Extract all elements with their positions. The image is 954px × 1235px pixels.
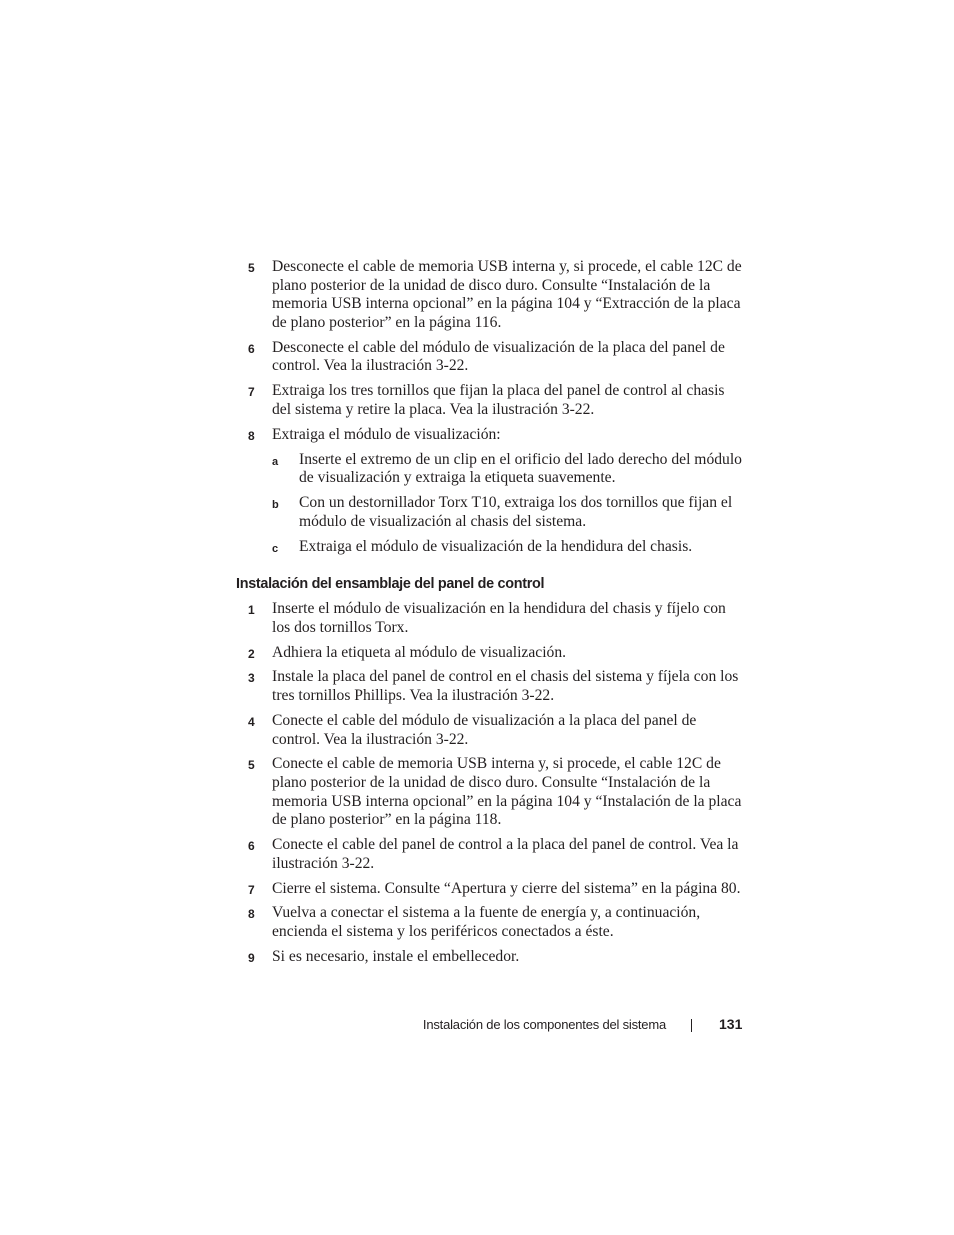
step-number: 6 xyxy=(248,839,255,854)
footer-separator xyxy=(691,1019,692,1032)
step-number: 4 xyxy=(248,714,255,729)
step-number: 3 xyxy=(248,671,255,686)
substep-text: Con un destornillador Torx T10, extraiga los dos tornillos que fijan el módulo de visualización al chasis del sistema. xyxy=(299,494,733,530)
page-footer xyxy=(0,1014,954,1034)
substep-letter: b xyxy=(272,499,279,512)
substep-letter: c xyxy=(272,542,279,555)
step-text: Inserte el módulo de visualización en la hendidura del chasis y fíjelo con los dos tornillos Torx. xyxy=(272,600,726,636)
step-text: Vuelva a conectar el sistema a la fuente de energía y, a continuación, encienda el sistema y los periféricos conectados a éste. xyxy=(272,904,701,941)
step-text: Extraiga el módulo de visualización: xyxy=(272,425,501,443)
install-step xyxy=(248,668,743,705)
step-number: 5 xyxy=(248,261,255,275)
install-step xyxy=(248,836,743,873)
install-step xyxy=(248,712,743,749)
step-number: 7 xyxy=(248,385,255,400)
step-number: 8 xyxy=(248,907,255,922)
page-content xyxy=(236,258,743,973)
substep-text: Extraiga el módulo de visualización de la hendidura del chasis. xyxy=(299,537,693,555)
step-text: Conecte el cable del panel de control a la placa del panel de control. Vea la ilustración 3-22. xyxy=(272,836,739,872)
step-number: 1 xyxy=(248,603,255,618)
removal-substeps xyxy=(248,451,743,557)
step-text: Conecte el cable del módulo de visualización a la placa del panel de control. Vea la ilustración 3-22. xyxy=(272,711,697,748)
page-number: 131 xyxy=(719,1016,743,1032)
install-step xyxy=(248,755,743,829)
substep-letter: a xyxy=(272,455,279,468)
install-step xyxy=(248,600,743,637)
step-text: Conecte el cable de memoria USB interna y, si procede, el cable 12C de plano posterior de la unidad de disco duro. Consulte “Instalación de la memoria USB interna opcional” en la página 104 y “Instalación de la placa de plano posterior” en la página 118. xyxy=(272,755,742,829)
install-step xyxy=(248,904,743,941)
step-number: 5 xyxy=(248,758,255,773)
removal-step xyxy=(248,382,743,419)
substep-text: Inserte el extremo de un clip en el orificio del lado derecho del módulo de visualización y extraiga la etiqueta suavemente. xyxy=(299,450,742,487)
step-number: 8 xyxy=(248,428,255,443)
step-number: 2 xyxy=(248,646,255,661)
step-text: Si es necesario, instale el embellecedor. xyxy=(272,947,520,965)
removal-steps xyxy=(248,258,743,556)
removal-step xyxy=(248,426,743,445)
step-text: Instale la placa del panel de control en el chasis del sistema y fíjela con los tres tornillos Phillips. Vea la ilustración 3-22. xyxy=(272,668,739,705)
section-heading: Instalación del ensamblaje del panel de control xyxy=(236,576,545,593)
removal-step xyxy=(248,339,743,376)
install-steps xyxy=(248,600,743,966)
step-number: 7 xyxy=(248,882,255,897)
step-number: 6 xyxy=(248,341,255,356)
install-step xyxy=(248,644,743,663)
install-step xyxy=(248,880,743,899)
removal-substep xyxy=(272,451,743,488)
install-step xyxy=(248,948,743,967)
removal-substep xyxy=(272,538,743,557)
removal-substep xyxy=(272,494,743,531)
step-text: Desconecte el cable del módulo de visualización de la placa del panel de control. Vea la ilustración 3-22. xyxy=(272,338,725,375)
removal-step xyxy=(248,258,743,332)
step-text: Desconecte el cable de memoria USB interna y, si procede, el cable 12C de plano posterior de la unidad de disco duro. Consulte “Instalación de la memoria USB interna opcional” en la página 104 y “Extracción de la placa de plano posterior” en la página 116. xyxy=(272,258,742,331)
step-number: 9 xyxy=(248,950,255,965)
footer-chapter-title: Instalación de los componentes del sistema xyxy=(422,1017,666,1032)
step-text: Adhiera la etiqueta al módulo de visualización. xyxy=(272,643,567,661)
step-text: Cierre el sistema. Consulte “Apertura y cierre del sistema” en la página 80. xyxy=(272,879,741,897)
step-text: Extraiga los tres tornillos que fijan la placa del panel de control al chasis del sistema y retire la placa. Vea la ilustración 3-22. xyxy=(272,382,725,418)
